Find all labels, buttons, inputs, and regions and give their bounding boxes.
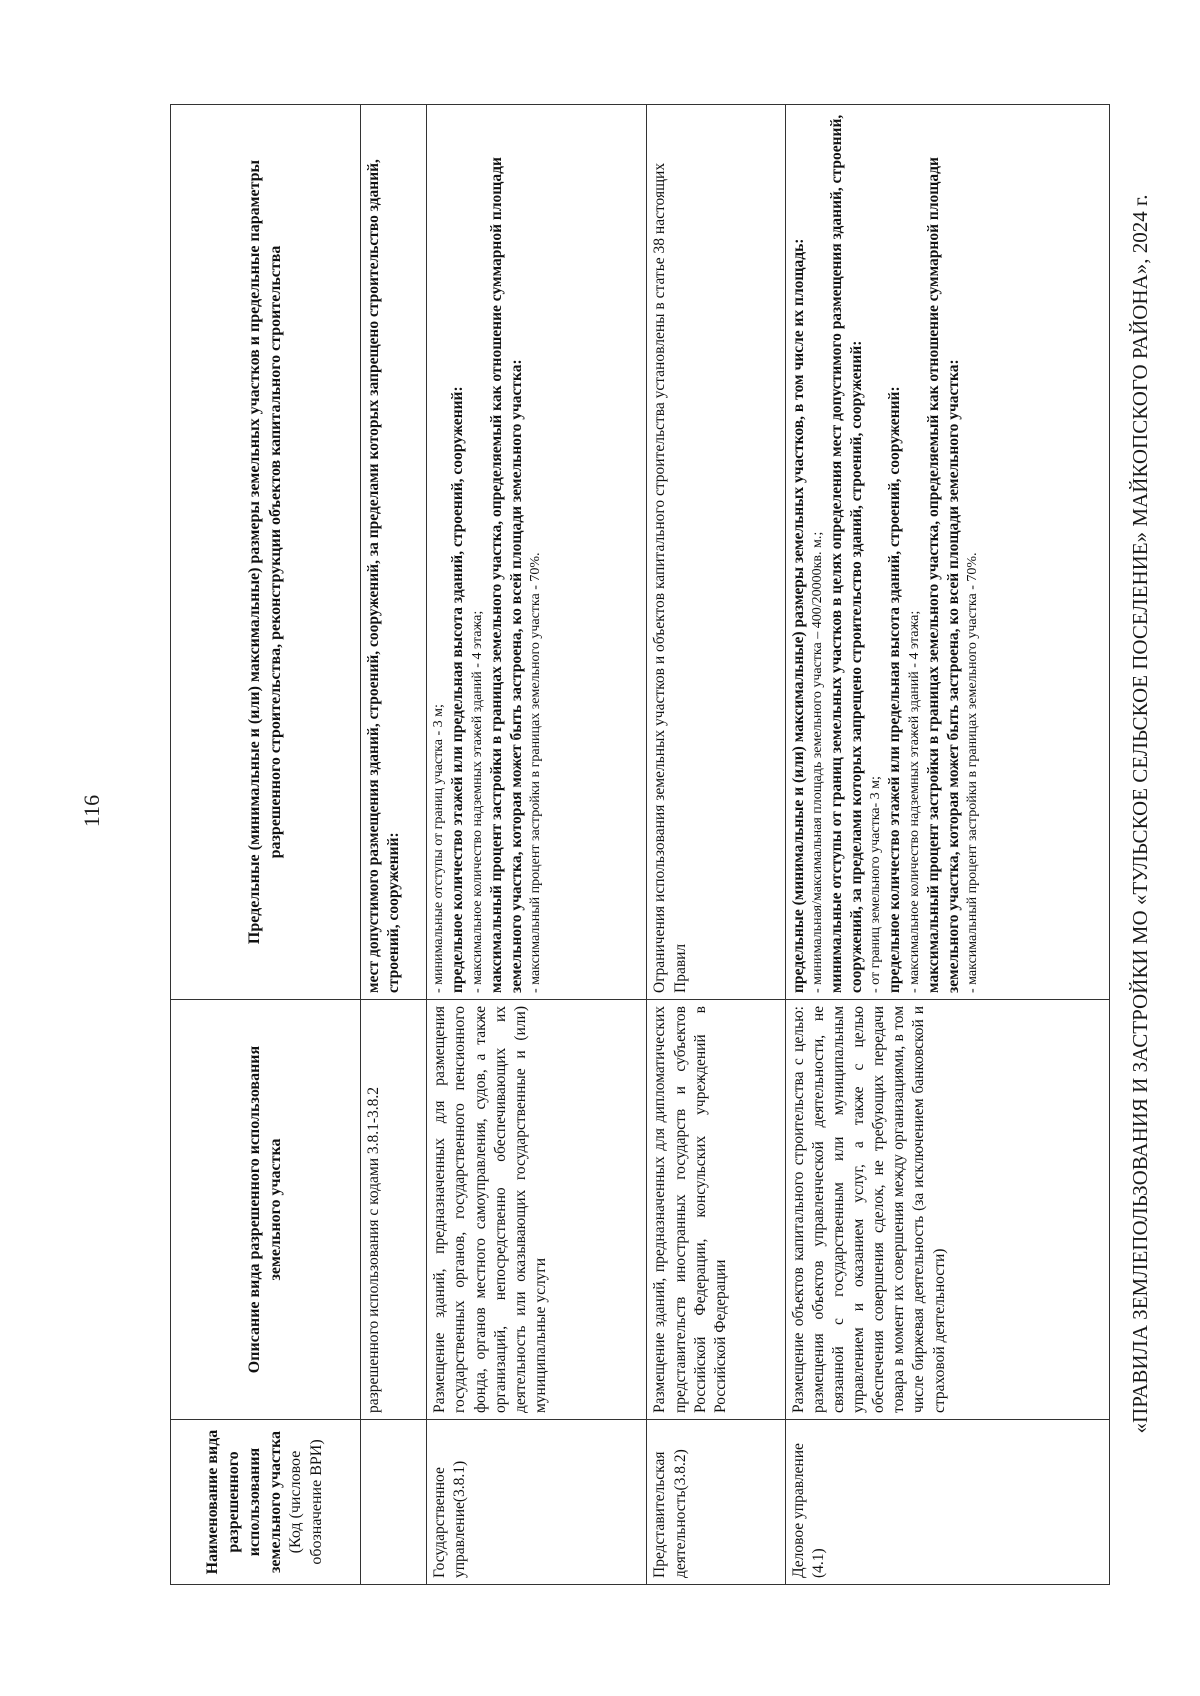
table-row — [647, 105, 785, 1585]
cell-params — [361, 105, 427, 1000]
param-line: минимальные отступы от границ земельных участков в целях определения мест допустимого размещения зданий, строений, сооружений, за пределами которых запрещено строительство зданий, строений, сооружений: — [827, 114, 866, 993]
param-line: - минимальные отступы от границ участка - 3 м; — [431, 704, 447, 993]
param-line: - максимальный процент застройки в границах земельного участка - 70%. — [965, 552, 981, 993]
rotated-table-wrapper — [170, 105, 1110, 1585]
cell-params — [647, 105, 785, 1000]
param-line: максимальный процент застройки в границах земельного участка, определяемый как отношение суммарной площади земельного участка, которая может быть застроена, ко всей площади земельного участка: — [924, 157, 962, 993]
cell-description: Размещение объектов капитального строительства с целью: размещения объектов управленческой деятельности, не связанной с государственным или муниципальным управлением и оказанием услуг, а также с целью обеспечения совершения сделок, не требующих передачи товара в момент их совершения между организациями, в том числе биржевая деятельность (за исключением банковской и страховой деятельности) — [785, 1000, 1109, 1420]
table-row — [361, 105, 427, 1585]
header-name-code: (Код (числовое обозначение ВРИ) — [287, 1439, 326, 1565]
header-description: Описание вида разрешенного использования земельного участка — [171, 1000, 361, 1420]
header-name — [171, 1420, 361, 1585]
param-line: - минимальная/максимальная площадь земельного участка – 400/20000кв. м.; — [809, 531, 825, 993]
cell-params — [785, 105, 1109, 1000]
param-line: - максимальное количество надземных этажей зданий - 4 этажа; — [906, 610, 922, 993]
param-line: - максимальное количество надземных этажей зданий - 4 этажа; — [469, 610, 485, 993]
document-footer: «ПРАВИЛА ЗЕМЛЕПОЛЬЗОВАНИЯ И ЗАСТРОЙКИ МО «ТУЛЬСКОЕ СЕЛЬСКОЕ ПОСЕЛЕНИЕ» МАЙКОПСКОГО РАЙОНА», 2024 г. — [1128, 194, 1152, 1434]
table-row — [427, 105, 647, 1585]
table-header-row — [171, 105, 361, 1585]
cell-name: Деловое управление (4.1) — [785, 1420, 1109, 1585]
param-line: мест допустимого размещения зданий, строений, сооружений, за пределами которых запрещено строительство зданий, строений, сооружений: — [365, 159, 403, 993]
cell-description: разрешенного использования с кодами 3.8.1-3.8.2 — [361, 1000, 427, 1420]
param-line: - от границ земельного участка- 3 м; — [868, 776, 884, 993]
cell-description: Размещение зданий, предназначенных для размещения государственных органов, государственного пенсионного фонда, органов местного самоуправления, судов, а также организаций, непосредственно обеспечивающих их деятельность или оказывающих государственные и (или) муниципальные услуги — [427, 1000, 647, 1420]
table-row — [785, 105, 1109, 1585]
param-line: Ограничения использования земельных участков и объектов капитального строительства установлены в статье 38 настоящих Правил — [651, 162, 689, 993]
cell-name: Представительская деятельность(3.8.2) — [647, 1420, 785, 1585]
page-number: 116 — [79, 794, 104, 828]
land-use-table — [170, 104, 1110, 1585]
param-line: - максимальный процент застройки в границах земельного участка - 70%. — [528, 552, 544, 993]
cell-params — [427, 105, 647, 1000]
param-line: предельное количество этажей или предельная высота зданий, строений, сооружений: — [449, 386, 467, 993]
param-line: предельное количество этажей или предельная высота зданий, строений, сооружений: — [886, 386, 904, 993]
header-params: Предельные (минимальные и (или) максимальные) размеры земельных участков и предельные параметры разрешенного строительства, реконструкции объектов капитального строительства — [171, 105, 361, 1000]
param-line: предельные (минимальные и (или) максимальные) размеры земельных участков, в том числе их площадь: — [789, 238, 807, 993]
header-name-bold: Наименование вида разрешенного использования земельного участка — [204, 1429, 284, 1575]
cell-name: Государственное управление(3.8.1) — [427, 1420, 647, 1585]
param-line: максимальный процент застройки в границах земельного участка, определяемый как отношение суммарной площади земельного участка, которая может быть застроена, ко всей площади земельного участка: — [487, 157, 525, 993]
cell-name — [361, 1420, 427, 1585]
cell-description: Размещение зданий, предназначенных для дипломатических представительств иностранных государств и субъектов Российской Федерации, консульских учреждений в Российской Федерации — [647, 1000, 785, 1420]
